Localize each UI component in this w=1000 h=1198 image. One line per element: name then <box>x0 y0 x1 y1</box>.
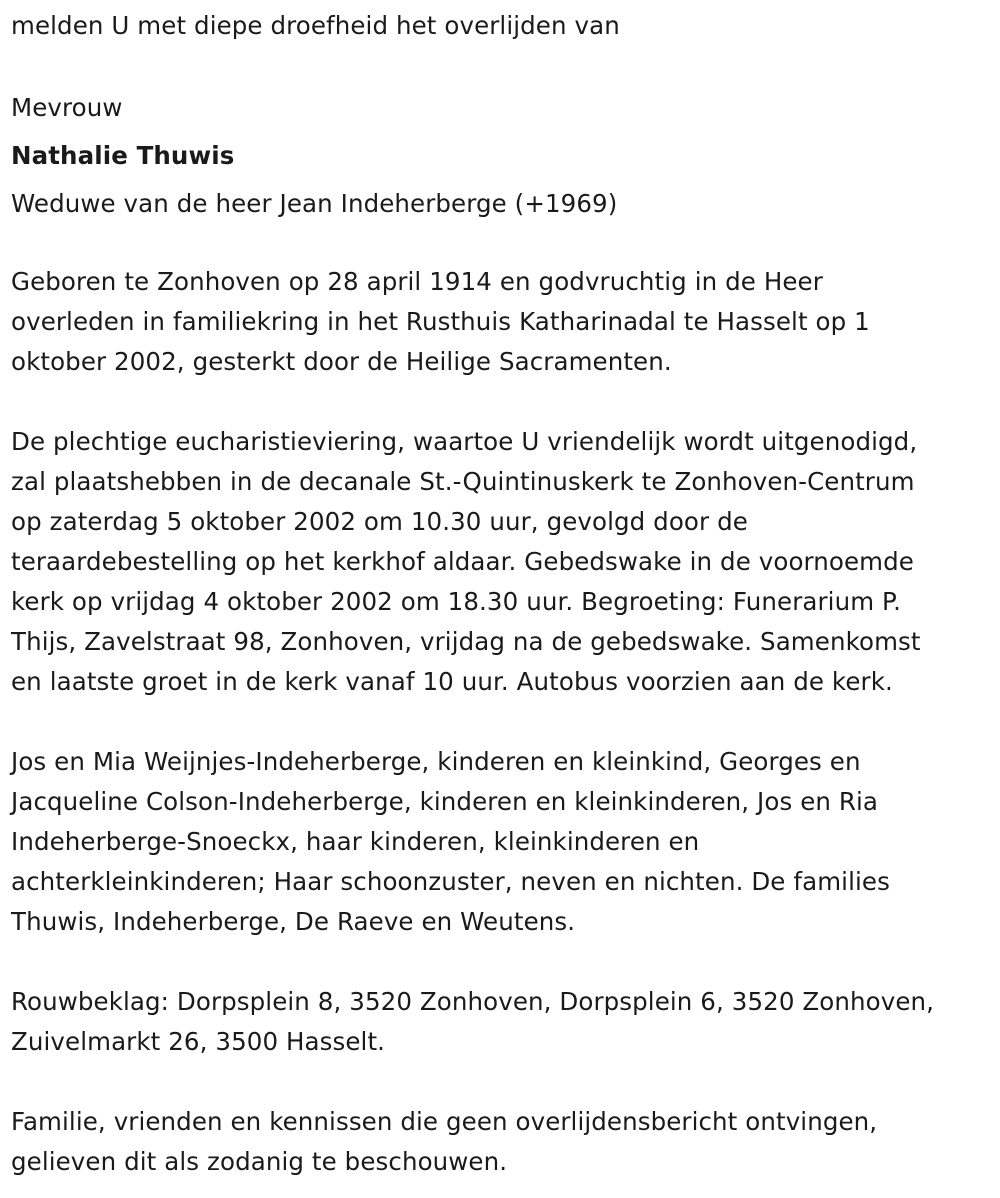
condolence-paragraph <box>11 982 995 1062</box>
closing-line: gelieven dit als zodanig te beschouwen. <box>11 1147 508 1176</box>
family-line: Thuwis, Indeherberge, De Raeve en Weutens. <box>11 907 576 936</box>
closing-paragraph <box>11 1102 995 1182</box>
family-line: Indeherberge-Snoeckx, haar kinderen, kleinkinderen en <box>11 827 700 856</box>
ceremony-line: teraardebestelling op het kerkhof aldaar. Gebedswake in de voornoemde <box>11 547 914 576</box>
birth-death-line: overleden in familiekring in het Rusthuis Katharinadal te Hasselt op 1 <box>11 307 870 336</box>
family-line: achterkleinkinderen; Haar schoonzuster, neven en nichten. De families <box>11 867 890 896</box>
death-notice <box>11 0 995 1182</box>
birth-death-paragraph <box>11 262 995 382</box>
ceremony-line: De plechtige eucharistieviering, waartoe U vriendelijk wordt uitgenodigd, <box>11 427 918 456</box>
ceremony-line: zal plaatshebben in de decanale St.-Quintinuskerk te Zonhoven-Centrum <box>11 467 915 496</box>
family-paragraph <box>11 742 995 942</box>
closing-line: Familie, vrienden en kennissen die geen overlijdensbericht ontvingen, <box>11 1107 878 1136</box>
ceremony-paragraph <box>11 422 995 702</box>
ceremony-line: kerk op vrijdag 4 oktober 2002 om 18.30 uur. Begroeting: Funerarium P. <box>11 587 901 616</box>
salutation: Mevrouw <box>11 93 123 122</box>
ceremony-line: op zaterdag 5 oktober 2002 om 10.30 uur, gevolgd door de <box>11 507 748 536</box>
condolence-line: Rouwbeklag: Dorpsplein 8, 3520 Zonhoven, Dorpsplein 6, 3520 Zonhoven, <box>11 987 935 1016</box>
birth-death-line: oktober 2002, gesterkt door de Heilige Sacramenten. <box>11 347 672 376</box>
widow-of-line: Weduwe van de heer Jean Indeherberge (+1969) <box>11 189 618 218</box>
ceremony-line: en laatste groet in de kerk vanaf 10 uur. Autobus voorzien aan de kerk. <box>11 667 893 696</box>
family-line: Jos en Mia Weijnjes-Indeherberge, kinderen en kleinkind, Georges en <box>11 747 861 776</box>
ceremony-line: Thijs, Zavelstraat 98, Zonhoven, vrijdag na de gebedswake. Samenkomst <box>11 627 921 656</box>
deceased-name: Nathalie Thuwis <box>11 141 235 170</box>
intro-text: melden U met diepe droefheid het overlijden van <box>11 11 620 40</box>
family-line: Jacqueline Colson-Indeherberge, kinderen en kleinkinderen, Jos en Ria <box>11 787 879 816</box>
condolence-line: Zuivelmarkt 26, 3500 Hasselt. <box>11 1027 386 1056</box>
birth-death-line: Geboren te Zonhoven op 28 april 1914 en godvruchtig in de Heer <box>11 267 823 296</box>
